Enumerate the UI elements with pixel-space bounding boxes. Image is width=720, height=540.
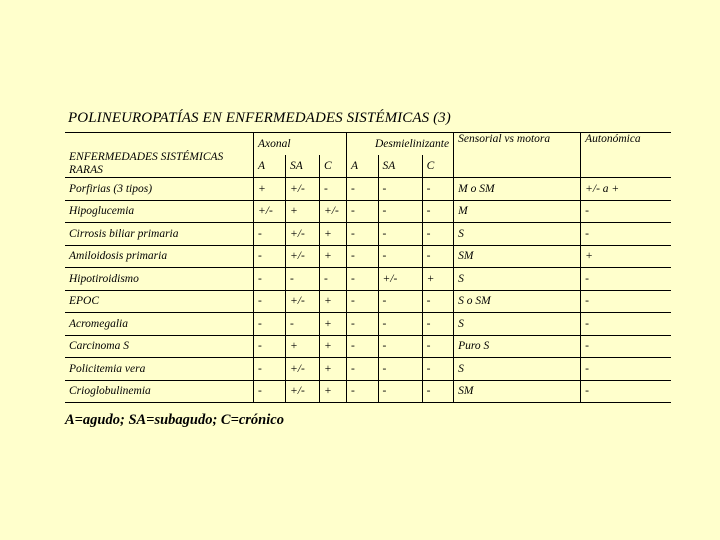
table-cell: - bbox=[378, 178, 422, 201]
table-cell: - bbox=[347, 313, 379, 336]
header-disease: ENFERMEDADES SISTÉMICAS RARAS bbox=[65, 133, 254, 178]
table-cell: - bbox=[581, 200, 671, 223]
table-cell: - bbox=[347, 358, 379, 381]
table-row bbox=[65, 178, 671, 201]
table-cell: - bbox=[378, 245, 422, 268]
header-sub: SA bbox=[286, 155, 320, 178]
table-cell: - bbox=[347, 223, 379, 246]
disease-name: Policitemia vera bbox=[65, 358, 254, 381]
table-cell: +/- a + bbox=[581, 178, 671, 201]
header-desmielinizante: Desmielinizante bbox=[347, 133, 454, 156]
table-cell: + bbox=[254, 178, 286, 201]
header-sub: A bbox=[254, 155, 286, 178]
table-cell: - bbox=[581, 223, 671, 246]
table-cell: - bbox=[286, 268, 320, 291]
table-cell: + bbox=[286, 200, 320, 223]
header-sub: C bbox=[320, 155, 347, 178]
table-cell: - bbox=[581, 335, 671, 358]
table-cell: +/- bbox=[320, 200, 347, 223]
table-cell: Puro S bbox=[454, 335, 581, 358]
table-cell: +/- bbox=[378, 268, 422, 291]
table-row bbox=[65, 290, 671, 313]
page-title: POLINEUROPATÍAS EN ENFERMEDADES SISTÉMICAS (3) bbox=[68, 110, 451, 126]
table-row bbox=[65, 223, 671, 246]
disease-name: EPOC bbox=[65, 290, 254, 313]
table-cell: + bbox=[320, 380, 347, 403]
table-cell: - bbox=[347, 380, 379, 403]
table-cell: +/- bbox=[286, 380, 320, 403]
table-cell: + bbox=[320, 358, 347, 381]
table-cell: - bbox=[347, 245, 379, 268]
disease-name: Amiloidosis primaria bbox=[65, 245, 254, 268]
table-cell: +/- bbox=[286, 178, 320, 201]
table-cell: S o SM bbox=[454, 290, 581, 313]
header-sensorial: Sensorial vs motora bbox=[454, 133, 581, 178]
table-cell: - bbox=[422, 200, 454, 223]
table-cell: - bbox=[422, 290, 454, 313]
header-sub: A bbox=[347, 155, 379, 178]
table-cell: +/- bbox=[286, 223, 320, 246]
table-cell: - bbox=[320, 268, 347, 291]
table-cell: - bbox=[581, 268, 671, 291]
table-row bbox=[65, 335, 671, 358]
table-cell: +/- bbox=[286, 358, 320, 381]
table-cell: + bbox=[286, 335, 320, 358]
table-cell: - bbox=[254, 380, 286, 403]
disease-name: Crioglobulinemia bbox=[65, 380, 254, 403]
polyneuropathy-table bbox=[65, 132, 671, 403]
header-autonomica: Autonómica bbox=[581, 133, 671, 178]
header-row-1 bbox=[65, 133, 671, 156]
table-cell: + bbox=[320, 290, 347, 313]
table-cell: - bbox=[378, 200, 422, 223]
table-cell: S bbox=[454, 268, 581, 291]
table-cell: - bbox=[347, 290, 379, 313]
table-cell: - bbox=[422, 380, 454, 403]
table-cell: - bbox=[378, 380, 422, 403]
disease-name: Hipotiroidismo bbox=[65, 268, 254, 291]
header-axonal: Axonal bbox=[254, 133, 347, 156]
table-cell: - bbox=[378, 335, 422, 358]
table-row bbox=[65, 245, 671, 268]
table-cell: + bbox=[320, 245, 347, 268]
table-cell: - bbox=[378, 290, 422, 313]
header-sub: C bbox=[422, 155, 454, 178]
table-cell: +/- bbox=[254, 200, 286, 223]
table-cell: + bbox=[320, 335, 347, 358]
table-cell: + bbox=[320, 313, 347, 336]
table-row bbox=[65, 200, 671, 223]
table-cell: - bbox=[378, 313, 422, 336]
table-cell: - bbox=[254, 358, 286, 381]
table-cell: - bbox=[254, 313, 286, 336]
table-cell: SM bbox=[454, 380, 581, 403]
table-cell: +/- bbox=[286, 290, 320, 313]
legend: A=agudo; SA=subagudo; C=crónico bbox=[65, 412, 284, 428]
table-cell: - bbox=[422, 335, 454, 358]
table-cell: S bbox=[454, 358, 581, 381]
table-cell: M o SM bbox=[454, 178, 581, 201]
table-cell: - bbox=[422, 245, 454, 268]
table-row bbox=[65, 313, 671, 336]
table-cell: - bbox=[581, 358, 671, 381]
table-cell: - bbox=[581, 313, 671, 336]
table-cell: S bbox=[454, 223, 581, 246]
disease-name: Cirrosis biliar primaria bbox=[65, 223, 254, 246]
table-cell: - bbox=[581, 380, 671, 403]
table-cell: - bbox=[320, 178, 347, 201]
table-cell: - bbox=[254, 268, 286, 291]
table-cell: - bbox=[347, 200, 379, 223]
table-cell: - bbox=[347, 335, 379, 358]
table-cell: + bbox=[320, 223, 347, 246]
table-cell: M bbox=[454, 200, 581, 223]
table-cell: - bbox=[378, 358, 422, 381]
table-cell: S bbox=[454, 313, 581, 336]
table-cell: - bbox=[254, 245, 286, 268]
table-row bbox=[65, 380, 671, 403]
table-cell: - bbox=[347, 268, 379, 291]
table-cell: - bbox=[254, 335, 286, 358]
table-cell: - bbox=[378, 223, 422, 246]
table-cell: - bbox=[254, 223, 286, 246]
disease-name: Acromegalia bbox=[65, 313, 254, 336]
table-cell: - bbox=[422, 223, 454, 246]
table-cell: SM bbox=[454, 245, 581, 268]
table-row bbox=[65, 358, 671, 381]
table-cell: - bbox=[286, 313, 320, 336]
table-cell: + bbox=[581, 245, 671, 268]
table-cell: - bbox=[422, 178, 454, 201]
table-cell: - bbox=[581, 290, 671, 313]
table-cell: - bbox=[347, 178, 379, 201]
table-cell: +/- bbox=[286, 245, 320, 268]
table-cell: + bbox=[422, 268, 454, 291]
table-cell: - bbox=[422, 313, 454, 336]
disease-name: Porfirias (3 tipos) bbox=[65, 178, 254, 201]
header-sub: SA bbox=[378, 155, 422, 178]
table-row bbox=[65, 268, 671, 291]
disease-name: Hipoglucemia bbox=[65, 200, 254, 223]
table-cell: - bbox=[422, 358, 454, 381]
disease-name: Carcinoma S bbox=[65, 335, 254, 358]
table-cell: - bbox=[254, 290, 286, 313]
